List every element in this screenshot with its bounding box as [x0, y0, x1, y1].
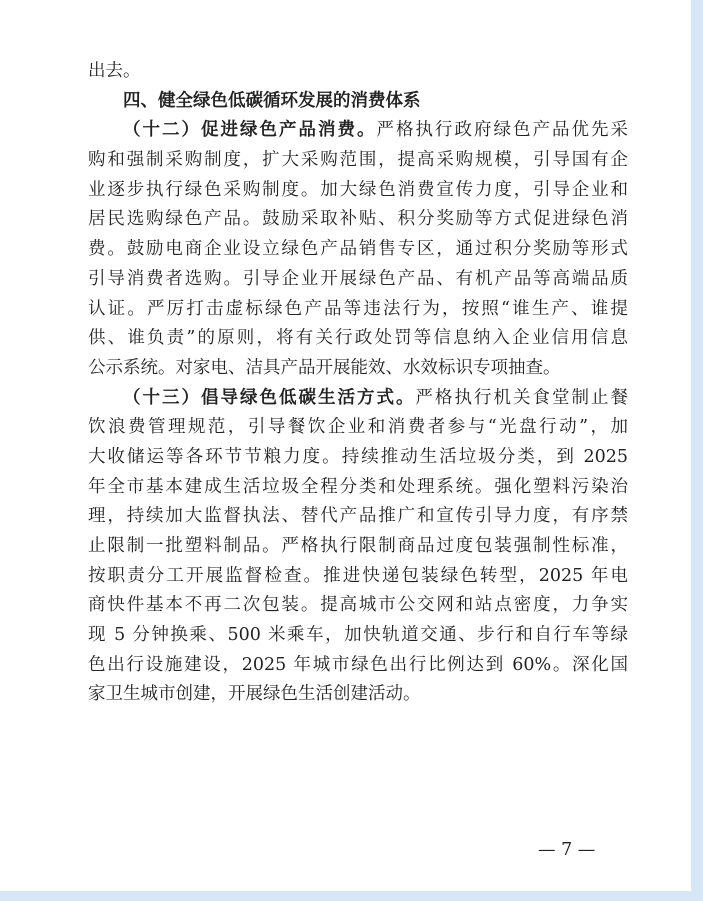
- page-content: [88, 57, 628, 710]
- opening-line: 出去。: [88, 61, 141, 81]
- page-number: — 7 —: [538, 840, 596, 860]
- viewer-right-margin: [691, 0, 703, 901]
- paragraph-12-line: 供、谁负责”的原则，将有关行政处罚等信息纳入企业信用信息: [88, 328, 628, 349]
- paragraph-12-line: 购和强制采购制度，扩大采购范围，提高采购规模，引导国有企: [88, 150, 628, 171]
- paragraph-13-last-line: 家卫生城市创建，开展绿色生活创建活动。: [88, 684, 421, 705]
- paragraph-12-line: 认证。严厉打击虚标绿色产品等违法行为，按照“谁生产、谁提: [88, 298, 628, 319]
- paragraph-13-line: 年全市基本建成生活垃圾全程分类和处理系统。强化塑料污染治: [88, 476, 628, 497]
- paragraph-13-heading: （十三）倡导绿色低碳生活方式。: [123, 387, 416, 408]
- paragraph-13-line: 止限制一批塑料制品。严格执行限制商品过度包装强制性标准，: [88, 536, 628, 556]
- viewer-bottom-margin: [0, 891, 703, 901]
- paragraph-13-first-line: [88, 384, 628, 414]
- paragraph-12-line: 业逐步执行绿色采购制度。加大绿色消费宣传力度，引导企业和: [88, 179, 628, 200]
- paragraph-13-line: 大收储运等各环节节粮力度。持续推动生活垃圾分类，到 2025: [88, 446, 628, 467]
- paragraph-13-line: 饮浪费管理规范，引导餐饮企业和消费者参与“光盘行动”，加: [88, 417, 628, 438]
- paragraph-13-first-line-text: 严格执行机关食堂制止餐: [415, 387, 628, 408]
- paragraph-12-first-line-text: 严格执行政府绿色产品优先采: [376, 120, 628, 141]
- paragraph-12-heading: （十二）促进绿色产品消费。: [123, 120, 377, 141]
- paragraph-13-line: 理，持续加大监督执法、替代产品推广和宣传引导力度，有序禁: [88, 506, 628, 527]
- paragraph-13-line: 按职责分工开展监督检查。推进快递包装绿色转型，2025 年电: [88, 565, 628, 586]
- paragraph-12-line: 引导消费者选购。引导企业开展绿色产品、有机产品等高端品质: [88, 268, 628, 289]
- paragraph-12-line: 费。鼓励电商企业设立绿色产品销售专区，通过积分奖励等形式: [88, 239, 628, 260]
- paragraph-12-line: 居民选购绿色产品。鼓励采取补贴、积分奖励等方式促进绿色消: [88, 209, 628, 230]
- paragraph-13-line: 商快件基本不再二次包装。提高城市公交网和站点密度，力争实: [88, 595, 628, 616]
- paragraph-13-line: 现 5 分钟换乘、500 米乘车，加快轨道交通、步行和自行车等绿: [88, 625, 628, 646]
- paragraph-12-first-line: [88, 116, 628, 146]
- section-heading: 四、健全绿色低碳循环发展的消费体系: [123, 90, 421, 111]
- paragraph-13-line: 色出行设施建设，2025 年城市绿色出行比例达到 60%。深化国: [88, 654, 628, 675]
- paragraph-12-last-line: 公示系统。对家电、洁具产品开展能效、水效标识专项抽查。: [88, 357, 561, 378]
